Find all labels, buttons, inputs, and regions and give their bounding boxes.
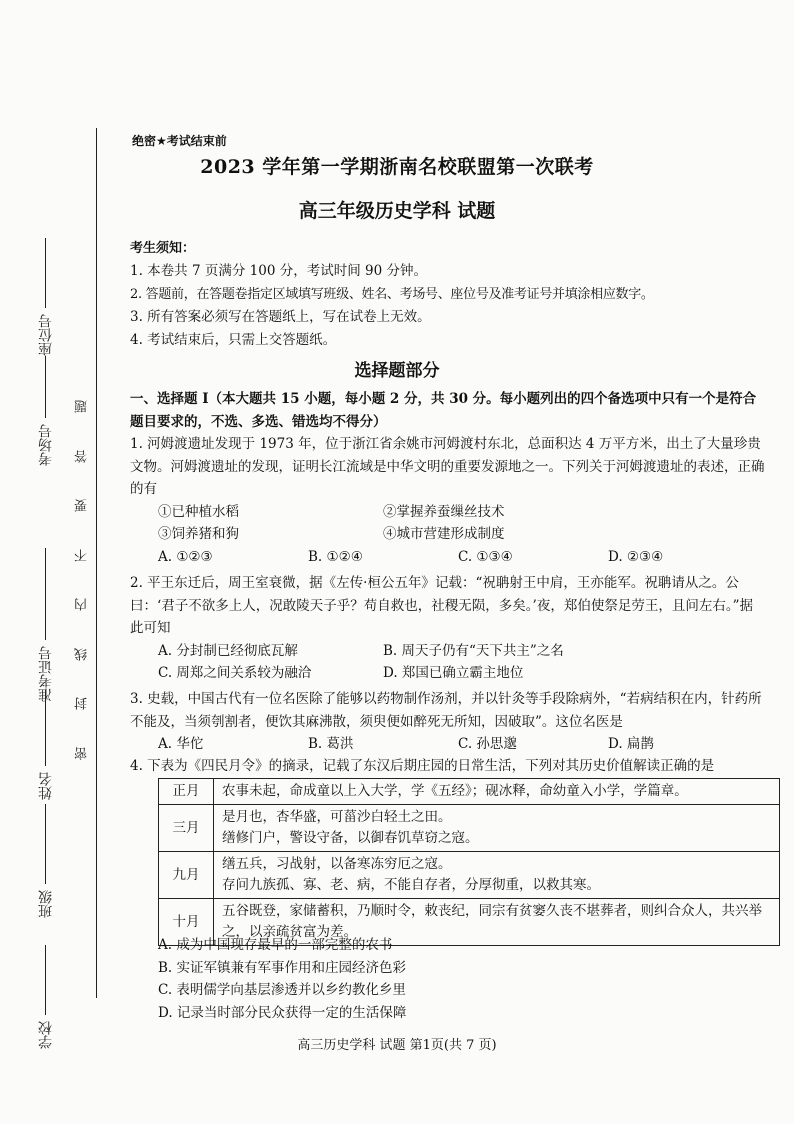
notice-heading: 考生须知：	[130, 241, 196, 256]
notice-item: 2. 答题前，在答题卷指定区域填写班级、姓名、考场号、座位号及准考证号并填涂相应数字。	[130, 287, 654, 302]
notice-item: 3. 所有答案必须写在答题纸上，写在试卷上无效。	[130, 309, 431, 325]
statement: ②掌握养蚕缫丝技术	[383, 503, 505, 520]
table-row	[159, 805, 780, 852]
option-list	[130, 733, 766, 756]
section-instructions: 一、选择题 I（本大题共 15 小题，每小题 2 分，共 30 分。每小题列出的四个备选项中只有一个是符合题目要求的，不选、多选、错选均不得分）	[130, 391, 757, 430]
statement: ③饲养猪和狗	[158, 526, 239, 542]
content-cell	[214, 779, 780, 805]
option-b: B. 周天子仍有“天下共主”之名	[383, 642, 564, 659]
option-b: B. 葛洪	[308, 736, 354, 752]
table-row	[159, 852, 780, 899]
option-d: D. ②③④	[608, 548, 664, 565]
question-stem: 2. 平王东迁后，周王室衰微，据《左传·桓公五年》记载：“祝聃射王中肩，王亦能军。祝聃请从之。公曰：‘君子不欲多上人，况敢陵天子乎？苟自救也，社稷无陨，多矣。’夜，郑伯使祭足劳王，且问左右。”据此可知	[130, 575, 753, 636]
siminyueling-table	[158, 778, 780, 946]
option-b: B. 实证军镇兼有军事作用和庄园经济色彩	[158, 959, 407, 976]
ticket-number-field	[36, 548, 56, 702]
question-4-options	[130, 934, 766, 1024]
page-footer: 高三历史学科 试题 第1页(共 7 页)	[297, 1038, 497, 1053]
content-line: 农事未起，命成童以上入大学，学《五经》；砚冰释，命幼童入小学，学篇章。	[222, 783, 688, 799]
notice-item: 1. 本卷共 7 页满分 100 分，考试时间 90 分钟。	[130, 263, 427, 279]
content-cell	[214, 852, 780, 899]
name-field	[36, 690, 56, 800]
option-list	[130, 640, 766, 685]
question-stem: 1. 河姆渡遗址发现于 1973 年，位于浙江省余姚市河姆渡村东北，总面积达 4 万平方米，出土了大量珍贵文物。河姆渡遗址的发现，证明长江流域是中华文明的重要发源地之一。下列关于河姆渡遗址的表述，正确的有	[130, 436, 765, 497]
month-cell: 十月	[159, 899, 214, 946]
seal-char: 答	[74, 449, 90, 463]
content-line: 是月也，杏华盛，可菑沙白轻土之田。	[222, 809, 452, 825]
exam-subtitle: 高三年级历史学科 试题	[298, 200, 496, 222]
option-d: D. 郑国已确立霸主地位	[383, 665, 524, 681]
option-a: A. ①②③	[158, 548, 213, 565]
content-line: 缮修门户，警设守备，以御春饥草窃之寇。	[222, 830, 479, 846]
option-d: D. 记录当时部分民众获得一定的生活保障	[158, 1004, 407, 1021]
seat-number-label: 座位号	[38, 314, 54, 356]
question-stem: 4. 下表为《四民月令》的摘录，记载了东汉后期庄园的日常生活，下列对其历史价值解读正确的是	[130, 758, 715, 774]
class-label: 班级	[38, 890, 54, 918]
question-3	[130, 688, 766, 756]
seat-number-blank	[46, 238, 47, 308]
seat-number-field	[36, 238, 56, 356]
content-line: 存问九族孤、寡、老、病，不能自存者，分厚彻重，以救其寒。	[222, 877, 600, 893]
question-2	[130, 572, 766, 685]
seal-char: 密	[74, 746, 90, 760]
ticket-number-label: 准考证号	[38, 646, 54, 702]
notice-item: 4. 考试结束后，只需上交答题纸。	[130, 332, 337, 348]
class-field	[36, 804, 56, 918]
content-line: 缮五兵，习战射，以备寒冻穷厄之寇。	[222, 856, 452, 872]
option-c: C. 表明儒学向基层渗透并以乡约教化乡里	[158, 982, 406, 998]
seal-char: 题	[74, 400, 90, 413]
class-blank	[46, 804, 47, 884]
option-a: A. 分封制已经彻底瓦解	[158, 642, 298, 659]
option-a: A. 成为中国现存最早的一部完整的农书	[158, 937, 393, 953]
exam-title: 2023 学年第一学期浙南名校联盟第一次联考	[200, 156, 594, 178]
month-cell: 九月	[159, 852, 214, 899]
seal-line-text	[72, 400, 92, 760]
confidential-mark: 绝密★考试结束前	[132, 134, 227, 148]
name-blank	[46, 690, 47, 766]
candidate-notice	[130, 237, 770, 352]
option-c: C. 周郑之间关系较为融洽	[158, 665, 312, 681]
statement: ①已种植水稻	[158, 503, 239, 520]
content-line: 五谷既登，家储蓄积，乃顺时令，敕丧纪，同宗有贫窭久丧不堪葬者，则纠合众人，共兴举之，以亲疏贫富为差。	[222, 903, 762, 940]
content-cell	[214, 805, 780, 852]
binding-line	[96, 128, 97, 998]
question-stem: 3. 史载，中国古代有一位名医除了能够以药物制作汤剂，并以针灸等手段除病外，“若病结积在内，针药所不能及，当须刳割者，便饮其麻沸散，须臾便如醉死无所知，因破取”。这位名医是	[130, 691, 762, 730]
name-label: 姓名	[38, 772, 54, 800]
seal-char: 线	[74, 647, 90, 661]
option-d: D. 扁鹊	[608, 736, 654, 752]
ticket-number-blank	[46, 548, 47, 640]
question-4	[130, 755, 766, 778]
section-title: 选择题部分	[354, 361, 440, 381]
seal-char: 内	[74, 598, 90, 612]
option-c: C. ①③④	[458, 548, 513, 565]
statement-list	[130, 501, 766, 546]
seal-char: 封	[74, 697, 90, 711]
school-label: 学校	[38, 1021, 54, 1049]
option-c: C. 孙思邈	[458, 736, 517, 752]
seal-char: 不	[74, 548, 90, 562]
seal-char: 要	[74, 499, 90, 513]
option-list	[130, 546, 766, 569]
option-b: B. ①②④	[308, 548, 363, 565]
room-number-label: 考场号	[38, 424, 54, 466]
table-row	[159, 779, 780, 805]
statement: ④城市营建形成制度	[383, 526, 505, 542]
option-a: A. 华佗	[158, 736, 204, 752]
month-cell: 正月	[159, 779, 214, 805]
month-cell: 三月	[159, 805, 214, 852]
question-1	[130, 433, 766, 568]
school-blank	[46, 945, 47, 1015]
